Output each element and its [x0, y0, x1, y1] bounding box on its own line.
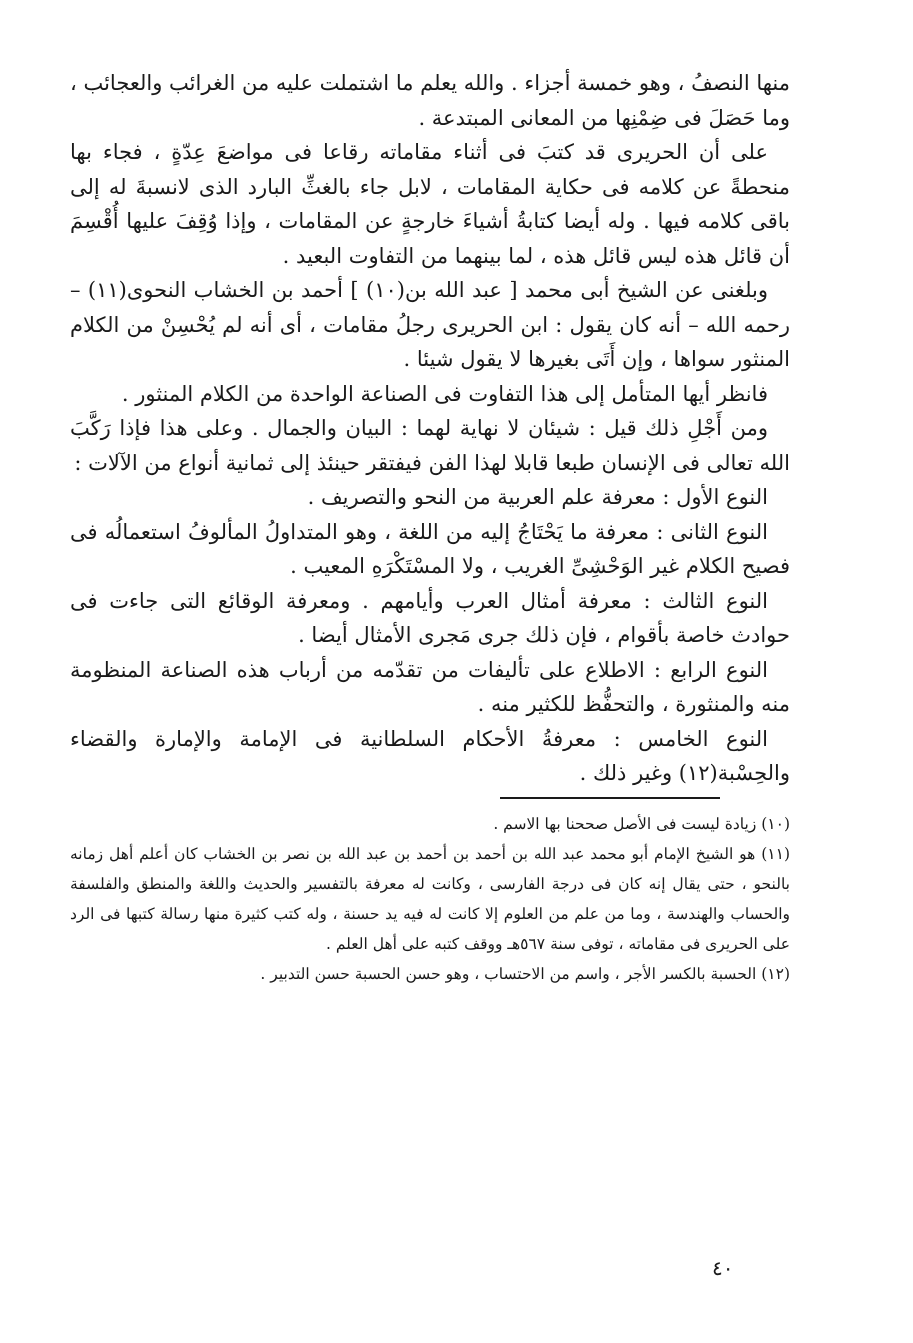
paragraph: النوع الثالث : معرفة أمثال العرب وأيامهم . ومعرفة الوقائع التى جاءت فى حوادث خاصة بأقوام ، فإن ذلك جرى مَجرى الأمثال أيضا .	[70, 588, 790, 647]
paragraph: النوع الخامس : معرفةُ الأحكام السلطانية فى الإمامة والإمارة والقضاء والحِسْبة(١٢) وغير ذلك .	[70, 726, 790, 785]
paragraph: النوع الرابع : الاطلاع على تأليفات من تقدّمه من أرباب هذه الصناعة المنظومة منه والمنثورة ، والتحفُّظ للكثير منه .	[70, 657, 790, 716]
paragraph: وبلغنى عن الشيخ أبى محمد [ عبد الله بن(١٠) ] أحمد بن الخشاب النحوى(١١) – رحمه الله – أنه كان يقول : ابن الحريرى رجلُ مقامات ، أى أنه لم يُحْسِنْ من الكلام المنثور سواها ، وإن أَتَى بغيرها لا يقول شيئا .	[70, 278, 790, 371]
paragraph: فانظر أيها المتأمل إلى هذا التفاوت فى الصناعة الواحدة من الكلام المنثور .	[121, 381, 768, 406]
main-text	[70, 66, 790, 791]
page-number: ٤٠	[712, 1256, 734, 1280]
footnote: (١٠) زيادة ليست فى الأصل صححنا بها الاسم .	[493, 814, 790, 833]
page-content	[70, 66, 790, 989]
footnote: (١٢) الحسبة بالكسر الأجر ، واسم من الاحتساب ، وهو حسن الحسبة حسن التدبير .	[260, 964, 790, 983]
paragraph: النوع الأول : معرفة علم العربية من النحو والتصريف .	[307, 485, 768, 509]
paragraph: على أن الحريرى قد كتبَ فى أثناء مقاماته رقاعا فى مواضعَ عِدّةٍ ، فجاء بها منحطةً عن كلامه فى حكاية المقامات ، لابل جاء بالغثِّ البارد الذى لانسبةَ له إلى باقى كلامه فيها . وله أيضا كتابةُ أشياءَ خارجةٍ عن المقامات ، وإذا وُقِفَ عليها أُقْسِمَ أن قائل هذه ليس قائل هذه ، لما بينهما من التفاوت البعيد .	[70, 140, 790, 268]
paragraph: ومن أَجْلِ ذلك قيل : شيئان لا نهاية لهما : البيان والجمال . وعلى هذا فإذا رَكَّبَ الله تعالى فى الإنسان طبعا قابلا لهذا الفن فيفتقر حينئذ إلى ثمانية أنواع من الآلات :	[70, 416, 790, 475]
footnote-separator-wrap	[70, 797, 790, 799]
footnote: (١١) هو الشيخ الإمام أبو محمد عبد الله بن أحمد بن أحمد بن عبد الله بن نصر بن الخشاب كان أعلم أهل زمانه بالنحو ، حتى يقال إنه كان فى درجة الفارسى ، وكانت له معرفة بالتفسير والحديث واللغة والمنطق والفلسفة والحساب والهندسة ، وما من علم من العلوم إلا كانت له فيه يد حسنة ، وله كتب كثيرة منها رسالة كتبها فى الرد على الحريرى فى مقاماته ، توفى سنة ٥٦٧هـ ووقف كتبه على أهل العلم .	[70, 844, 790, 953]
footnote-separator	[500, 797, 720, 799]
paragraph: النوع الثانى : معرفة ما يَحْتَاجُ إليه من اللغة ، وهو المتداولُ المألوفُ استعمالُه فى فصيح الكلام غير الوَحْشِىِّ الغريب ، ولا المسْتَكْرَهِ المعيب .	[70, 519, 790, 578]
footnotes	[70, 809, 790, 989]
paragraph: منها النصفُ ، وهو خمسة أجزاء . والله يعلم ما اشتملت عليه من الغرائب والعجائب ، وما حَصَلَ فى ضِمْنِها من المعانى المبتدعة .	[70, 71, 790, 130]
